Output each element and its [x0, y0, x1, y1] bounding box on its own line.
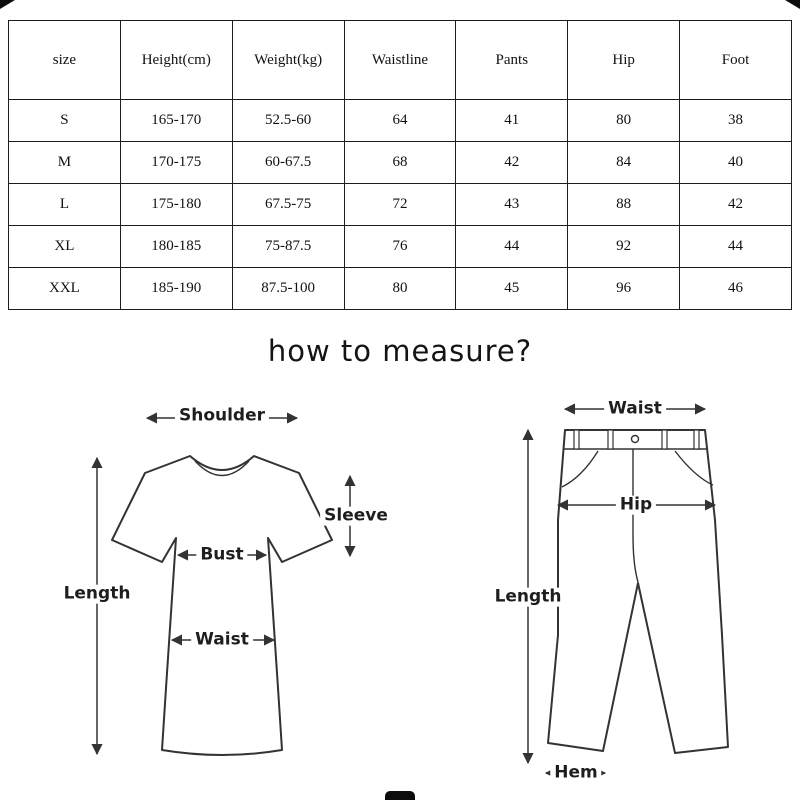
- tshirt-measure-diagram: [50, 388, 410, 798]
- tshirt-collar-line: [195, 461, 249, 476]
- length-label: Length: [60, 585, 135, 604]
- corner-mark-top-right: [785, 0, 800, 9]
- table-cell: L: [9, 184, 121, 226]
- tshirt-outline: [112, 456, 332, 755]
- column-header-height: Height(cm): [120, 21, 232, 100]
- table-cell: 38: [680, 100, 792, 142]
- table-cell: M: [9, 142, 121, 184]
- shoulder-label: Shoulder: [175, 407, 269, 426]
- pants-hem-label: Hem: [550, 764, 601, 783]
- table-cell: 44: [456, 226, 568, 268]
- sleeve-label: Sleeve: [320, 507, 392, 526]
- corner-mark-top-left: [0, 0, 15, 9]
- table-cell: 44: [680, 226, 792, 268]
- table-cell: 60-67.5: [232, 142, 344, 184]
- size-chart-header-row: [9, 21, 792, 100]
- pants-button: [632, 436, 639, 443]
- pants-measure-diagram: [470, 385, 790, 795]
- pants-hip-label: Hip: [616, 496, 656, 515]
- table-cell: 87.5-100: [232, 268, 344, 310]
- table-cell: 185-190: [120, 268, 232, 310]
- table-cell: 96: [568, 268, 680, 310]
- pants-fly-line: [633, 449, 638, 582]
- table-cell: 46: [680, 268, 792, 310]
- table-cell: 43: [456, 184, 568, 226]
- table-cell: 180-185: [120, 226, 232, 268]
- table-cell: 80: [344, 268, 456, 310]
- table-cell: 76: [344, 226, 456, 268]
- belt-loop: [608, 430, 613, 449]
- column-header-hip: Hip: [568, 21, 680, 100]
- table-row-s: [9, 100, 792, 142]
- table-cell: XL: [9, 226, 121, 268]
- table-cell: 45: [456, 268, 568, 310]
- table-cell: 84: [568, 142, 680, 184]
- belt-loop: [574, 430, 579, 449]
- table-cell: S: [9, 100, 121, 142]
- pants-pocket-left: [562, 451, 598, 487]
- table-cell: 75-87.5: [232, 226, 344, 268]
- table-cell: 41: [456, 100, 568, 142]
- column-header-size: size: [9, 21, 121, 100]
- table-row-m: [9, 142, 792, 184]
- table-row-l: [9, 184, 792, 226]
- table-cell: 68: [344, 142, 456, 184]
- table-row-xl: [9, 226, 792, 268]
- table-cell: 64: [344, 100, 456, 142]
- pants-length-label: Length: [491, 588, 566, 607]
- table-cell: 52.5-60: [232, 100, 344, 142]
- table-row-xxl: [9, 268, 792, 310]
- table-cell: 67.5-75: [232, 184, 344, 226]
- waist-label: Waist: [191, 631, 253, 650]
- table-cell: 80: [568, 100, 680, 142]
- how-to-measure-heading: how to measure?: [267, 334, 533, 368]
- table-cell: 42: [456, 142, 568, 184]
- belt-loop: [662, 430, 667, 449]
- table-cell: 72: [344, 184, 456, 226]
- table-cell: 92: [568, 226, 680, 268]
- belt-loop: [694, 430, 699, 449]
- bust-label: Bust: [196, 546, 247, 565]
- table-cell: XXL: [9, 268, 121, 310]
- column-header-weight: Weight(kg): [232, 21, 344, 100]
- table-cell: 40: [680, 142, 792, 184]
- column-header-pants: Pants: [456, 21, 568, 100]
- bottom-center-mark: [385, 791, 415, 800]
- size-chart-table: [8, 20, 792, 310]
- column-header-waistline: Waistline: [344, 21, 456, 100]
- table-cell: 42: [680, 184, 792, 226]
- table-cell: 88: [568, 184, 680, 226]
- pants-waist-label: Waist: [604, 400, 666, 419]
- column-header-foot: Foot: [680, 21, 792, 100]
- table-cell: 175-180: [120, 184, 232, 226]
- table-cell: 170-175: [120, 142, 232, 184]
- table-cell: 165-170: [120, 100, 232, 142]
